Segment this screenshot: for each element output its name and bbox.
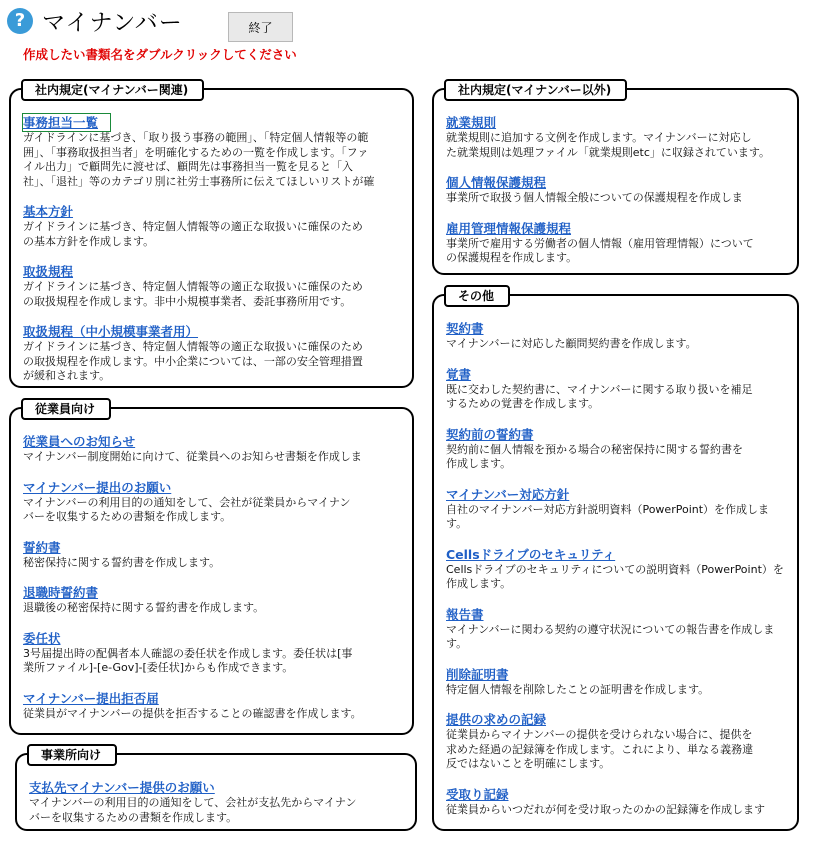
doc-link-toriatsukai-kitei[interactable]: 取扱規程 [23, 264, 74, 279]
list-item [23, 112, 402, 189]
doc-description: 契約前に個人情報を預かる場合の秘密保持に関する誓約書を 作成します。 [446, 442, 743, 470]
list-item [23, 582, 402, 616]
doc-link-mynumber-policy[interactable]: マイナンバー対応方針 [446, 486, 570, 502]
doc-link-memorandum[interactable]: 覚書 [446, 366, 472, 382]
list-item [29, 777, 405, 825]
doc-description: マイナンバーの利用目的の通知をして、会社が従業員からマイナン バーを収集するための書類を作成します。 [23, 495, 351, 523]
list-item [23, 537, 402, 571]
doc-description: 自社のマイナンバー対応方針説明資料（PowerPoint）を作成します。 [446, 502, 770, 530]
doc-description: マイナンバーに対応した顧問契約書を作成します。 [446, 337, 697, 350]
list-item [23, 261, 402, 309]
doc-description: Cellsドライブのセキュリティについての説明資料（PowerPoint）を 作成します。 [446, 562, 784, 590]
list-item [23, 628, 402, 676]
doc-link-power-of-attorney[interactable]: 委任状 [23, 630, 61, 646]
list-item [23, 431, 402, 465]
doc-link-retirement-pledge[interactable]: 退職時誓約書 [23, 585, 99, 600]
list-item [446, 784, 787, 818]
list-item [446, 318, 787, 352]
list-item [446, 364, 787, 412]
doc-link-deletion-certificate[interactable]: 削除証明書 [446, 666, 509, 682]
doc-description: マイナンバー制度開始に向けて、従業員へのお知らせ書類を作成しま [23, 450, 362, 463]
doc-description: 既に交わした契約書に、マイナンバーに関する取り扱いを補足 するための覚書を作成します。 [446, 382, 753, 410]
doc-link-work-rules[interactable]: 就業規則 [446, 115, 497, 130]
close-button[interactable]: 終了 [228, 12, 293, 42]
doc-description: 退職後の秘密保持に関する誓約書を作成します。 [23, 601, 265, 614]
doc-link-toriatsukai-kitei-sme[interactable]: 取扱規程（中小規模事業者用） [23, 324, 199, 339]
list-item [446, 424, 787, 472]
doc-link-pledge[interactable]: 誓約書 [23, 539, 61, 555]
group-other [432, 289, 799, 831]
list-item [446, 604, 787, 652]
doc-link-jimu-tanto-ichiran[interactable]: 事務担当一覧 [23, 114, 110, 131]
doc-link-employee-notice[interactable]: 従業員へのお知らせ [23, 434, 136, 449]
group-label: 従業員向け [21, 398, 111, 420]
app-title: マイナンバー [42, 10, 183, 36]
list-item [446, 218, 787, 266]
doc-description: 秘密保持に関する誓約書を作成します。 [23, 555, 221, 569]
list-item [23, 201, 402, 249]
list-item [446, 484, 787, 532]
doc-description: ガイドラインに基づき、特定個人情報等の適正な取扱いに確保のため の取扱規程を作成します。中小企業については、一部の安全管理措置 が緩和されます。 [23, 340, 363, 382]
doc-link-mynumber-request[interactable]: マイナンバー提出のお願い [23, 479, 172, 495]
list-item [446, 544, 787, 592]
doc-link-payee-mynumber-request[interactable]: 支払先マイナンバー提供のお願い [29, 780, 215, 795]
doc-link-contract[interactable]: 契約書 [446, 321, 484, 336]
group-label: 社内規定(マイナンバー関連) [21, 79, 204, 101]
list-item [446, 172, 787, 206]
list-item [446, 112, 787, 160]
doc-description: 就業規則に追加する文例を作成します。マイナンバーに対応し た就業規則は処理ファイル「就業規則etc」に収録されています。 [446, 131, 771, 159]
group-label: 事業所向け [27, 744, 117, 766]
doc-description: ガイドラインに基づき、「取り扱う事務の範囲」、「特定個人情報等の範 囲」、「事務取扱担当者」を明確化するための一覧を作成します。「ファ イル出力」で顧問先に渡せば、顧問先は事務担当一覧を見ると「入 社」、「退社」等のカテゴリ別に社労士事務所に伝えてほしいリストが確 [23, 131, 375, 188]
doc-link-kihon-hoshin[interactable]: 基本方針 [23, 204, 74, 219]
doc-link-privacy-rules[interactable]: 個人情報保護規程 [446, 175, 547, 190]
doc-link-request-record[interactable]: 提供の求めの記録 [446, 712, 547, 727]
doc-link-pre-contract-pledge[interactable]: 契約前の誓約書 [446, 426, 534, 442]
group-label: その他 [444, 285, 510, 307]
doc-description: 事業所で取扱う個人情報全般についての保護規程を作成しま [446, 191, 743, 204]
list-item [23, 688, 402, 722]
help-icon[interactable]: ? [7, 8, 33, 34]
doc-description: 特定個人情報を削除したことの証明書を作成します。 [446, 682, 710, 696]
doc-description: 従業員がマイナンバーの提供を拒否することの確認書を作成します。 [23, 706, 362, 720]
list-item [446, 709, 787, 772]
doc-link-receipt-record[interactable]: 受取り記録 [446, 786, 509, 802]
doc-description: マイナンバーに関わる契約の遵守状況についての報告書を作成します。 [446, 622, 775, 650]
instruction-text: 作成したい書類名をダブルクリックしてください [23, 47, 297, 62]
doc-description: 事業所で雇用する労働者の個人情報（雇用管理情報）について の保護規程を作成します。 [446, 236, 754, 264]
group-for-employees [9, 402, 414, 735]
doc-description: ガイドラインに基づき、特定個人情報等の適正な取扱いに確保のため の基本方針を作成します。 [23, 220, 363, 248]
group-for-business [15, 748, 417, 831]
group-internal-rules-mynumber [9, 83, 414, 388]
doc-link-employment-info-rules[interactable]: 雇用管理情報保護規程 [446, 220, 572, 236]
doc-description: ガイドラインに基づき、特定個人情報等の適正な取扱いに確保のため の取扱規程を作成します。非中小規模事業者、委託事務所用です。 [23, 280, 363, 308]
doc-description: 3号届提出時の配偶者本人確認の委任状を作成します。委任状は[事 業所ファイル]-[e-Gov]-[委任状]からも作成できます。 [23, 646, 353, 674]
doc-link-mynumber-refusal[interactable]: マイナンバー提出拒否届 [23, 690, 159, 706]
doc-link-cells-drive-security[interactable]: Cellsドライブのセキュリティ [446, 546, 616, 562]
doc-description: マイナンバーの利用目的の通知をして、会社が支払先からマイナン バーを収集するための書類を作成します。 [29, 796, 357, 824]
list-item [446, 664, 787, 698]
doc-description: 従業員からいつだれが何を受け取ったのかの記録簿を作成します [446, 802, 765, 816]
list-item [23, 477, 402, 525]
list-item [23, 321, 402, 384]
group-label: 社内規定(マイナンバー以外) [444, 79, 627, 101]
doc-link-report[interactable]: 報告書 [446, 606, 484, 622]
group-internal-rules-other [432, 83, 799, 275]
doc-description: 従業員からマイナンバーの提供を受けられない場合に、提供を 求めた経過の記録簿を作成します。これにより、単なる義務違 反ではないことを明確にします。 [446, 728, 754, 770]
